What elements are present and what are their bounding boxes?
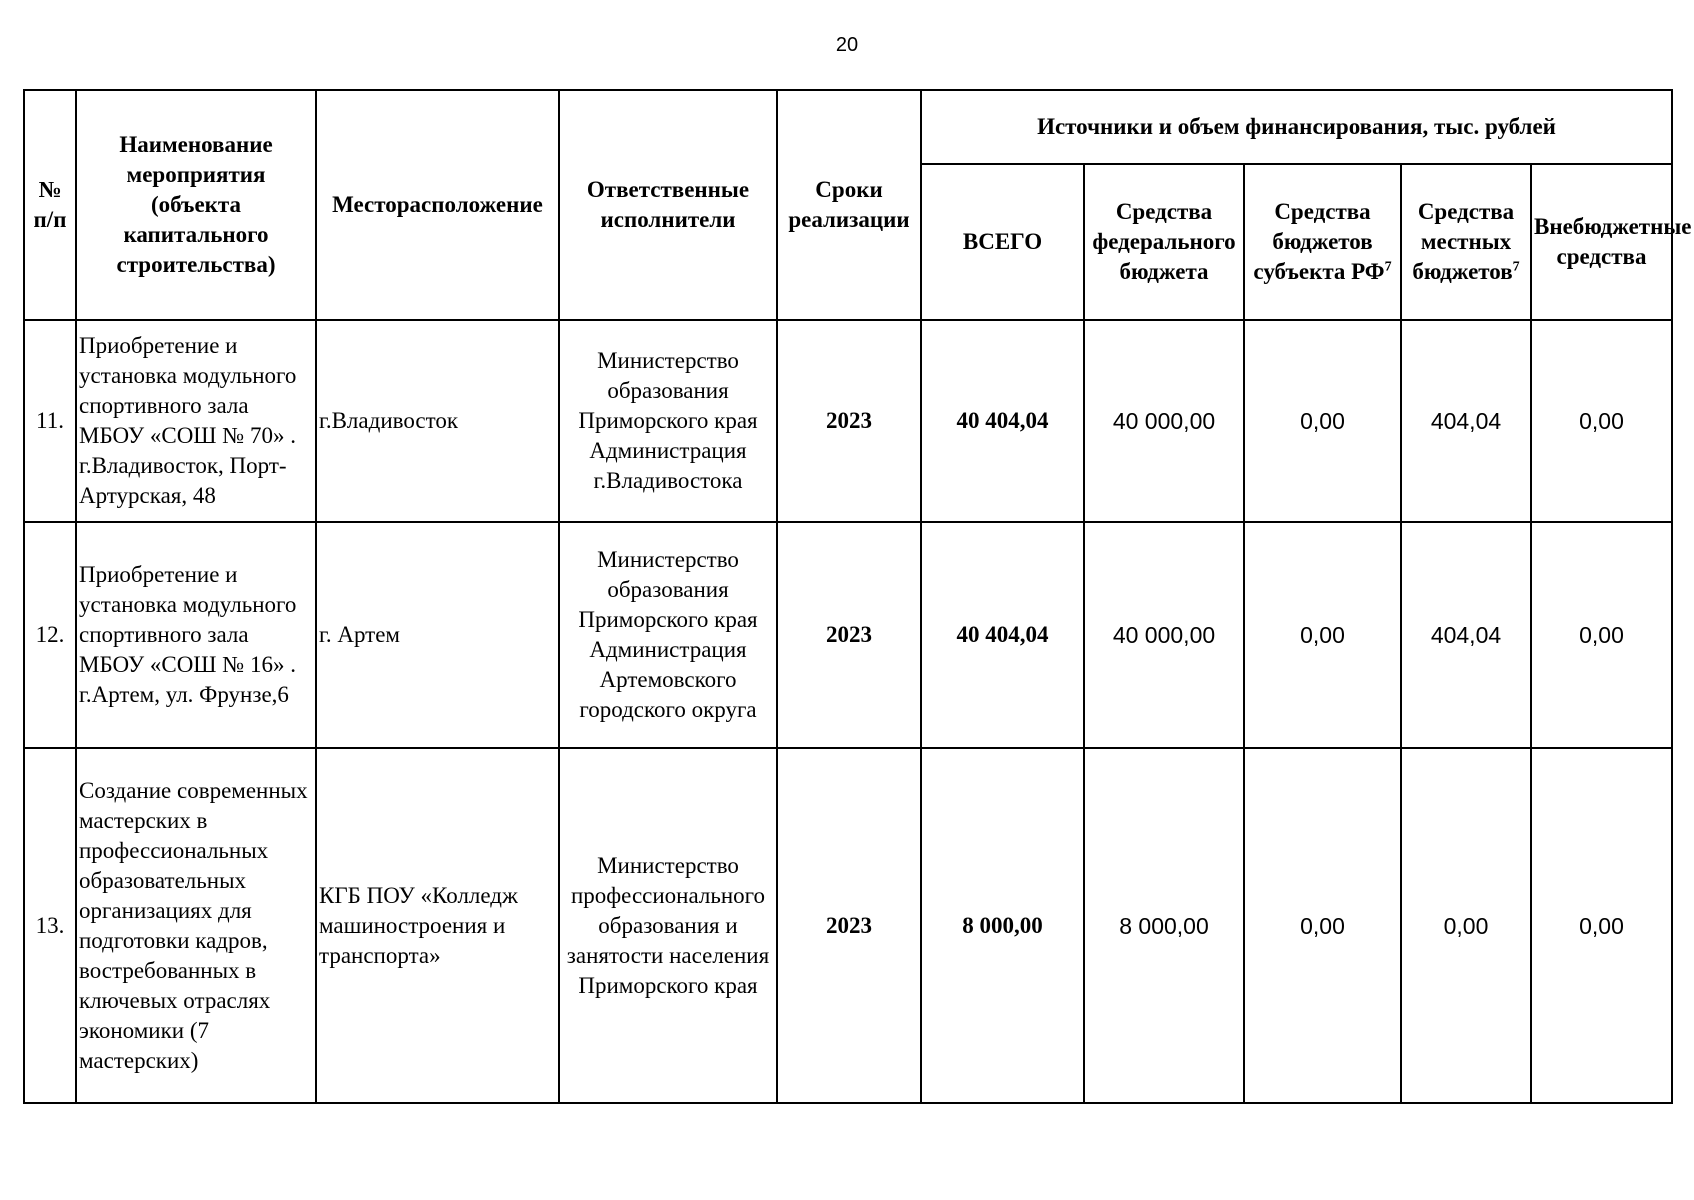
- cell-responsible: Министерство образования Приморского края Администрация Артемовского городского округа: [559, 522, 777, 748]
- cell-location: г. Артем: [316, 522, 559, 748]
- funding-table: [23, 89, 1692, 1104]
- header-regional: [1244, 164, 1401, 320]
- cell-local: 404,04: [1401, 320, 1531, 522]
- cell-regional: 0,00: [1244, 320, 1401, 522]
- cell-extrabudget: 0,00: [1531, 748, 1672, 1103]
- header-location: Месторасположение: [316, 90, 559, 320]
- header-name: Наименование мероприятия (объекта капитального строительства): [76, 90, 316, 320]
- cell-name: Приобретение и установка модульного спортивного зала МБОУ «СОШ № 16» . г.Артем, ул. Фрунзе,6: [76, 522, 316, 748]
- table-row: [24, 522, 1672, 748]
- cell-federal: 40 000,00: [1084, 320, 1244, 522]
- cell-federal: 40 000,00: [1084, 522, 1244, 748]
- cell-total: 8 000,00: [921, 748, 1084, 1103]
- cell-extrabudget: 0,00: [1531, 320, 1672, 522]
- header-terms: Сроки реализации: [777, 90, 921, 320]
- header-num: № п/п: [24, 90, 76, 320]
- table-row: [24, 320, 1672, 522]
- header-funding-group: Источники и объем финансирования, тыс. рублей: [921, 90, 1672, 164]
- header-row-top: [24, 90, 1672, 164]
- cell-num: 13.: [24, 748, 76, 1103]
- cell-name: Приобретение и установка модульного спортивного зала МБОУ «СОШ № 70» . г.Владивосток, Порт-Артурская, 48: [76, 320, 316, 522]
- cell-extrabudget: 0,00: [1531, 522, 1672, 748]
- cell-num: 12.: [24, 522, 76, 748]
- cell-terms: 2023: [777, 748, 921, 1103]
- header-responsible: Ответственные исполнители: [559, 90, 777, 320]
- header-regional-label: Средства бюджетов субъекта РФ: [1253, 199, 1385, 284]
- cell-responsible: Министерство профессионального образования и занятости населения Приморского края: [559, 748, 777, 1103]
- header-total: ВСЕГО: [921, 164, 1084, 320]
- header-local-label: Средства местных бюджетов: [1412, 199, 1515, 284]
- cell-total: 40 404,04: [921, 522, 1084, 748]
- cell-local: 404,04: [1401, 522, 1531, 748]
- header-local: [1401, 164, 1531, 320]
- cell-regional: 0,00: [1244, 522, 1401, 748]
- cell-location: КГБ ПОУ «Колледж машиностроения и транспорта»: [316, 748, 559, 1103]
- cell-local: 0,00: [1401, 748, 1531, 1103]
- page-number: 20: [835, 34, 859, 56]
- header-local-footnote: 7: [1512, 259, 1520, 275]
- cell-name: Создание современных мастерских в профессиональных образовательных организациях для подготовки кадров, востребованных в ключевых отраслях экономики (7 мастерских): [76, 748, 316, 1103]
- cell-terms: 2023: [777, 320, 921, 522]
- header-regional-footnote: 7: [1384, 259, 1392, 275]
- cell-regional: 0,00: [1244, 748, 1401, 1103]
- cell-responsible: Министерство образования Приморского края Администрация г.Владивостока: [559, 320, 777, 522]
- header-federal: Средства федерального бюджета: [1084, 164, 1244, 320]
- table-row: [24, 748, 1672, 1103]
- header-extrabudget: Внебюджетные средства: [1531, 164, 1672, 320]
- cell-location: г.Владивосток: [316, 320, 559, 522]
- cell-num: 11.: [24, 320, 76, 522]
- cell-federal: 8 000,00: [1084, 748, 1244, 1103]
- cell-total: 40 404,04: [921, 320, 1084, 522]
- cell-terms: 2023: [777, 522, 921, 748]
